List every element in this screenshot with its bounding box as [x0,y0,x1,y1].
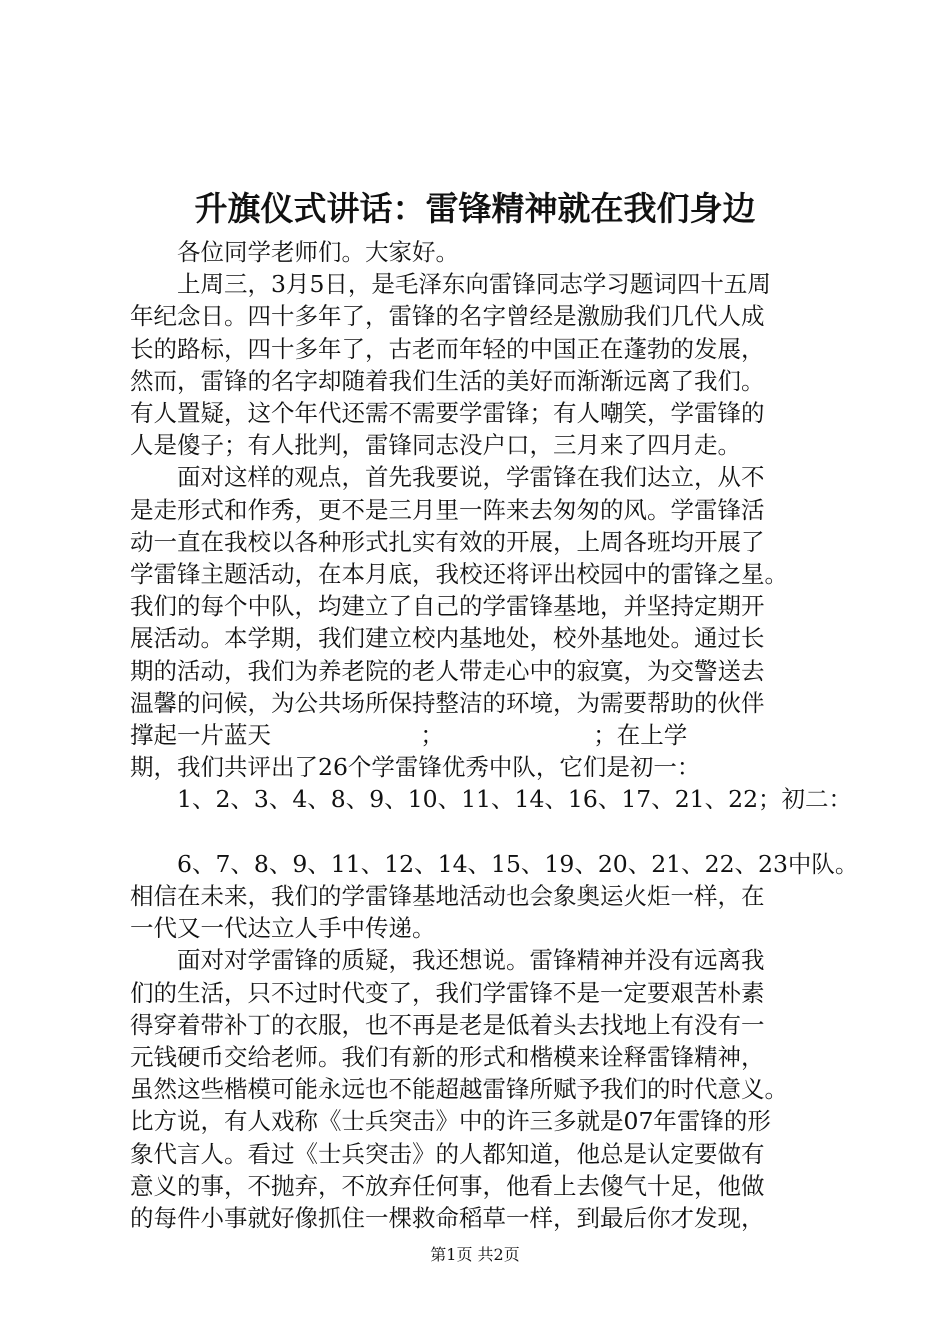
document-title: 升旗仪式讲话：雷锋精神就在我们身边 [194,189,756,228]
body-line: 我们的每个中队，均建立了自己的学雷锋基地，并坚持定期开 [130,592,765,621]
body-line: 元钱硬币交给老师。我们有新的形式和楷模来诠释雷锋精神， [130,1043,765,1071]
body-line: 一代又一代达立人手中传递。 [130,914,436,943]
body-line: 各位同学老师们。大家好。 [130,238,459,266]
body-line: 学雷锋主题活动，在本月底，我校还将评出校园中的雷锋之星。 [130,560,788,588]
body-line: 意义的事，不抛弃，不放弃任何事，他看上去傻气十足，他做 [130,1171,765,1200]
body-line: 虽然这些楷模可能永远也不能超越雷锋所赋予我们的时代意义。 [130,1075,788,1104]
page-footer: 第1页 共2页 [430,1245,520,1264]
body-line: 然而，雷锋的名字却随着我们生活的美好而渐渐远离了我们。 [130,366,765,395]
body-line: 面对这样的观点，首先我要说，学雷锋在我们达立，从不 [130,463,765,492]
body-line: 们的生活，只不过时代变了，我们学雷锋不是一定要艰苦朴素 [130,978,765,1007]
body-line: 的每件小事就好像抓住一棵救命稻草一样，到最后你才发现， [130,1204,765,1232]
body-line: 1、2、3、4、8、9、10、11、14、16、17、21、22；初二： [130,785,853,814]
body-line: 比方说，有人戏称《士兵突击》中的许三多就是07年雷锋的形 [130,1107,771,1136]
body-line: 温馨的问候，为公共场所保持整洁的环境，为需要帮助的伙伴 [130,688,765,717]
body-line: 年纪念日。四十多年了，雷锋的名字曾经是激励我们几代人成 [130,302,765,331]
body-line: 面对对学雷锋的质疑，我还想说。雷锋精神并没有远离我 [130,946,765,975]
body-line: 象代言人。看过《士兵突击》的人都知道，他总是认定要做有 [130,1139,765,1168]
body-line: 动一直在我校以各种形式扎实有效的开展，上周各班均开展了 [130,527,765,556]
body-line: 相信在未来，我们的学雷锋基地活动也会象奥运火炬一样，在 [130,882,765,910]
body-line: 期，我们共评出了26个学雷锋优秀中队，它们是初一： [130,753,701,782]
body-line: 人是傻子；有人批判，雷锋同志没户口，三月来了四月走。 [130,431,741,460]
body-line: 有人置疑，这个年代还需不需要学雷锋；有人嘲笑，学雷锋的 [130,399,765,427]
body-line: 6、7、8、9、11、12、14、15、19、20、21、22、23中队。 [130,849,859,878]
body-line: 展活动。本学期，我们建立校内基地处，校外基地处。通过长 [130,624,765,653]
body-line: 期的活动，我们为养老院的老人带走心中的寂寞，为交警送去 [130,656,765,685]
body-line: 得穿着带补丁的衣服，也不再是老是低着头去找地上有没有一 [130,1010,765,1039]
body-line: 撑起一片蓝天 ； ；在上学 [130,721,688,749]
body-line: 是走形式和作秀，更不是三月里一阵来去匆匆的风。学雷锋活 [130,495,765,524]
body-line: 上周三，3月5日，是毛泽东向雷锋同志学习题词四十五周 [130,270,771,299]
body-line: 长的路标，四十多年了，古老而年轻的中国正在蓬勃的发展， [130,334,765,363]
